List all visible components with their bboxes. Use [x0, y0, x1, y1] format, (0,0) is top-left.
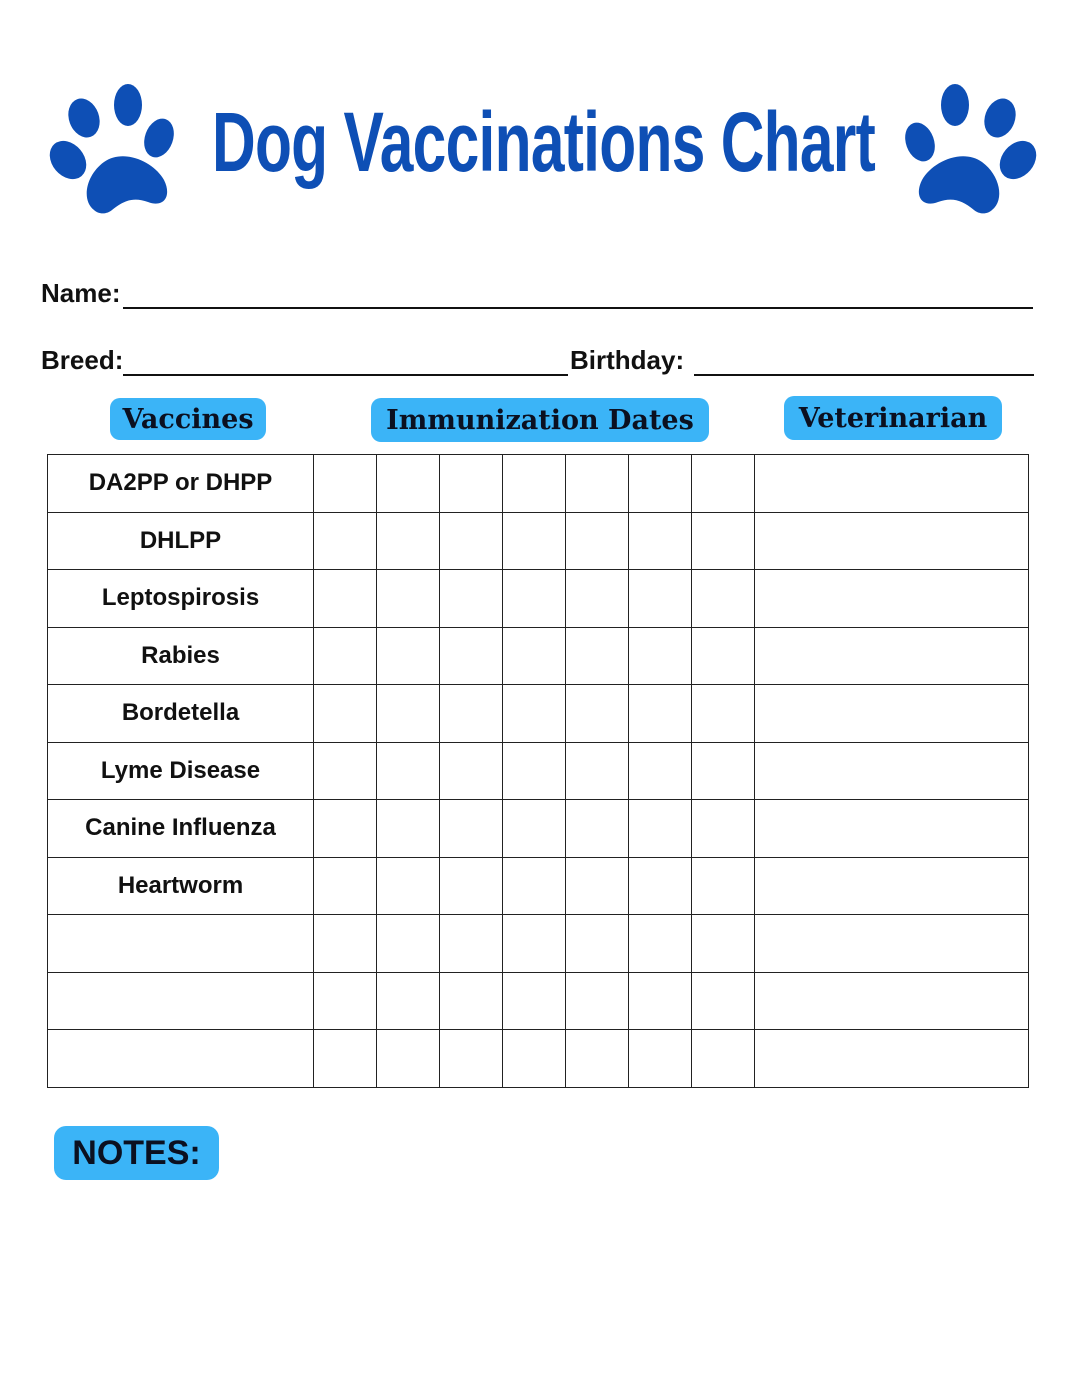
- vaccination-table: [47, 454, 1029, 1088]
- immunization-date-cell[interactable]: [503, 857, 566, 915]
- veterinarian-cell[interactable]: [755, 972, 1029, 1030]
- table-row: [48, 627, 1029, 685]
- immunization-date-cell[interactable]: [629, 455, 692, 513]
- immunization-date-cell[interactable]: [692, 685, 755, 743]
- immunization-date-cell[interactable]: [377, 857, 440, 915]
- immunization-date-cell[interactable]: [314, 800, 377, 858]
- table-row: [48, 742, 1029, 800]
- veterinarian-cell[interactable]: [755, 685, 1029, 743]
- immunization-date-cell[interactable]: [503, 685, 566, 743]
- immunization-date-cell[interactable]: [503, 742, 566, 800]
- veterinarian-cell[interactable]: [755, 857, 1029, 915]
- immunization-date-cell[interactable]: [440, 570, 503, 628]
- immunization-date-cell[interactable]: [314, 685, 377, 743]
- immunization-date-cell[interactable]: [566, 857, 629, 915]
- table-row: [48, 685, 1029, 743]
- immunization-date-cell[interactable]: [692, 455, 755, 513]
- immunization-date-cell[interactable]: [566, 455, 629, 513]
- paw-print-icon: [46, 80, 186, 220]
- immunization-dates-header: Immunization Dates: [371, 398, 709, 442]
- immunization-date-cell[interactable]: [503, 972, 566, 1030]
- immunization-date-cell[interactable]: [377, 685, 440, 743]
- immunization-date-cell[interactable]: [566, 512, 629, 570]
- vaccine-name-cell[interactable]: Lyme Disease: [48, 742, 314, 800]
- vaccine-name-cell[interactable]: Rabies: [48, 627, 314, 685]
- name-label: Name:: [41, 278, 121, 308]
- vaccines-header: Vaccines: [110, 398, 266, 440]
- immunization-date-cell[interactable]: [629, 1030, 692, 1088]
- immunization-date-cell[interactable]: [566, 1030, 629, 1088]
- immunization-date-cell[interactable]: [503, 455, 566, 513]
- table-row: [48, 1030, 1029, 1088]
- immunization-date-cell[interactable]: [503, 627, 566, 685]
- immunization-date-cell[interactable]: [692, 570, 755, 628]
- immunization-date-cell[interactable]: [629, 570, 692, 628]
- vaccine-name-cell[interactable]: Heartworm: [48, 857, 314, 915]
- immunization-date-cell[interactable]: [692, 915, 755, 973]
- page-title: Dog Vaccinations Chart: [212, 95, 876, 189]
- immunization-date-cell[interactable]: [566, 972, 629, 1030]
- table-row: [48, 800, 1029, 858]
- immunization-date-cell[interactable]: [692, 512, 755, 570]
- immunization-date-cell[interactable]: [377, 627, 440, 685]
- immunization-date-cell[interactable]: [629, 857, 692, 915]
- table-row: [48, 972, 1029, 1030]
- immunization-date-cell[interactable]: [692, 800, 755, 858]
- table-row: [48, 512, 1029, 570]
- veterinarian-cell[interactable]: [755, 1030, 1029, 1088]
- veterinarian-cell[interactable]: [755, 627, 1029, 685]
- vaccine-name-cell[interactable]: Canine Influenza: [48, 800, 314, 858]
- immunization-date-cell[interactable]: [314, 512, 377, 570]
- paw-print-icon: [900, 80, 1040, 220]
- immunization-date-cell[interactable]: [440, 512, 503, 570]
- vaccine-name-cell[interactable]: DA2PP or DHPP: [48, 455, 314, 513]
- vaccine-name-cell[interactable]: [48, 972, 314, 1030]
- immunization-date-cell[interactable]: [314, 455, 377, 513]
- table-row: [48, 915, 1029, 973]
- immunization-date-cell[interactable]: [629, 972, 692, 1030]
- table-row: [48, 857, 1029, 915]
- immunization-date-cell[interactable]: [503, 512, 566, 570]
- immunization-date-cell[interactable]: [314, 857, 377, 915]
- veterinarian-cell[interactable]: [755, 742, 1029, 800]
- immunization-date-cell[interactable]: [440, 1030, 503, 1088]
- immunization-date-cell[interactable]: [692, 742, 755, 800]
- vaccine-name-cell[interactable]: [48, 1030, 314, 1088]
- immunization-date-cell[interactable]: [692, 1030, 755, 1088]
- table-row: [48, 570, 1029, 628]
- immunization-date-cell[interactable]: [629, 915, 692, 973]
- immunization-date-cell[interactable]: [440, 915, 503, 973]
- veterinarian-cell[interactable]: [755, 512, 1029, 570]
- veterinarian-cell[interactable]: [755, 455, 1029, 513]
- immunization-date-cell[interactable]: [566, 685, 629, 743]
- immunization-date-cell[interactable]: [503, 570, 566, 628]
- immunization-date-cell[interactable]: [566, 627, 629, 685]
- immunization-date-cell[interactable]: [377, 742, 440, 800]
- immunization-date-cell[interactable]: [377, 972, 440, 1030]
- breed-field[interactable]: [123, 374, 568, 376]
- birthday-label: Birthday:: [570, 345, 685, 375]
- immunization-date-cell[interactable]: [503, 915, 566, 973]
- immunization-date-cell[interactable]: [377, 800, 440, 858]
- immunization-date-cell[interactable]: [440, 972, 503, 1030]
- immunization-date-cell[interactable]: [566, 800, 629, 858]
- immunization-date-cell[interactable]: [440, 627, 503, 685]
- immunization-date-cell[interactable]: [377, 1030, 440, 1088]
- vaccine-name-cell[interactable]: [48, 915, 314, 973]
- immunization-date-cell[interactable]: [503, 800, 566, 858]
- immunization-date-cell[interactable]: [314, 627, 377, 685]
- immunization-date-cell[interactable]: [440, 800, 503, 858]
- immunization-date-cell[interactable]: [377, 455, 440, 513]
- notes-label: NOTES:: [54, 1126, 219, 1180]
- immunization-date-cell[interactable]: [314, 570, 377, 628]
- veterinarian-cell[interactable]: [755, 800, 1029, 858]
- table-row: [48, 455, 1029, 513]
- immunization-date-cell[interactable]: [503, 1030, 566, 1088]
- immunization-date-cell[interactable]: [377, 570, 440, 628]
- immunization-date-cell[interactable]: [629, 512, 692, 570]
- immunization-date-cell[interactable]: [566, 570, 629, 628]
- immunization-date-cell[interactable]: [377, 915, 440, 973]
- immunization-date-cell[interactable]: [314, 915, 377, 973]
- immunization-date-cell[interactable]: [692, 627, 755, 685]
- immunization-date-cell[interactable]: [440, 685, 503, 743]
- immunization-date-cell[interactable]: [440, 455, 503, 513]
- immunization-date-cell[interactable]: [440, 857, 503, 915]
- immunization-date-cell[interactable]: [314, 972, 377, 1030]
- veterinarian-header: Veterinarian: [784, 396, 1002, 440]
- immunization-date-cell[interactable]: [629, 685, 692, 743]
- immunization-date-cell[interactable]: [566, 742, 629, 800]
- breed-label: Breed:: [41, 345, 124, 375]
- immunization-date-cell[interactable]: [377, 512, 440, 570]
- vaccine-name-cell[interactable]: DHLPP: [48, 512, 314, 570]
- immunization-date-cell[interactable]: [692, 857, 755, 915]
- immunization-date-cell[interactable]: [629, 800, 692, 858]
- veterinarian-cell[interactable]: [755, 915, 1029, 973]
- birthday-field[interactable]: [694, 374, 1034, 376]
- vaccine-name-cell[interactable]: Leptospirosis: [48, 570, 314, 628]
- vaccine-name-cell[interactable]: Bordetella: [48, 685, 314, 743]
- veterinarian-cell[interactable]: [755, 570, 1029, 628]
- immunization-date-cell[interactable]: [440, 742, 503, 800]
- immunization-date-cell[interactable]: [314, 1030, 377, 1088]
- immunization-date-cell[interactable]: [692, 972, 755, 1030]
- immunization-date-cell[interactable]: [566, 915, 629, 973]
- immunization-date-cell[interactable]: [314, 742, 377, 800]
- name-field[interactable]: [123, 307, 1033, 309]
- immunization-date-cell[interactable]: [629, 627, 692, 685]
- immunization-date-cell[interactable]: [629, 742, 692, 800]
